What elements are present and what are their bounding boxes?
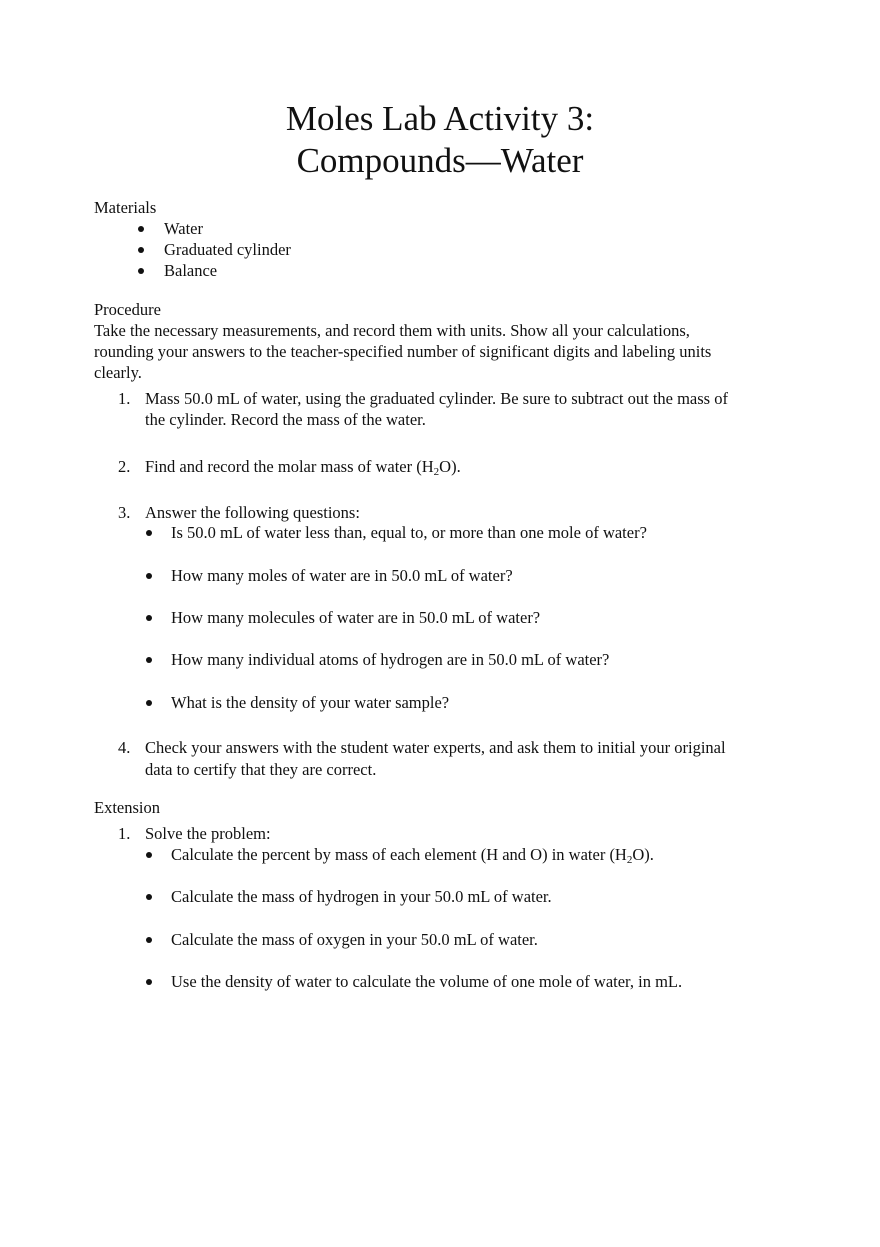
bullet-icon	[146, 530, 152, 536]
step-text: the cylinder. Record the mass of the water.	[145, 410, 426, 429]
materials-item: Water	[164, 219, 203, 238]
title-line-1: Moles Lab Activity 3:	[285, 99, 595, 138]
step-number: 3.	[118, 503, 131, 522]
question-item: What is the density of your water sample?	[171, 693, 450, 712]
bullet-icon	[146, 894, 152, 900]
bullet-icon	[146, 979, 152, 985]
bullet-icon	[146, 657, 152, 663]
step-text: Check your answers with the student water experts, and ask them to initial your original	[145, 738, 726, 757]
step-text: Mass 50.0 mL of water, using the graduated cylinder. Be sure to subtract out the mass of	[145, 389, 728, 408]
extension-item: Calculate the mass of oxygen in your 50.0 mL of water.	[171, 930, 538, 949]
question-item: How many individual atoms of hydrogen are in 50.0 mL of water?	[171, 650, 610, 669]
bullet-icon	[146, 615, 152, 621]
procedure-heading: Procedure	[94, 300, 161, 319]
materials-heading: Materials	[94, 198, 157, 217]
question-item: Is 50.0 mL of water less than, equal to, or more than one mole of water?	[171, 523, 647, 542]
question-item: How many molecules of water are in 50.0 mL of water?	[171, 608, 541, 627]
question-item: How many moles of water are in 50.0 mL of water?	[171, 566, 513, 585]
materials-item: Balance	[164, 261, 218, 280]
extension-item: Calculate the mass of hydrogen in your 50.0 mL of water.	[171, 887, 552, 906]
bullet-icon	[146, 852, 152, 858]
step-text: Answer the following questions:	[145, 503, 360, 522]
step-number: 1.	[118, 824, 131, 843]
bullet-icon	[146, 937, 152, 943]
step-number: 1.	[118, 389, 131, 408]
extension-item: Calculate the percent by mass of each element (H and O) in water $(H_2O)$.	[171, 845, 654, 866]
step-number: 2.	[118, 457, 131, 476]
step-text: Solve the problem:	[145, 824, 271, 843]
extension-item: Use the density of water to calculate the volume of one mole of water, in mL.	[171, 972, 683, 991]
page-title	[0, 98, 880, 182]
procedure-intro-line: Take the necessary measurements, and record them with units. Show all your calculations,	[94, 321, 690, 340]
bullet-icon	[146, 573, 152, 579]
procedure-intro-line: clearly.	[94, 363, 142, 382]
procedure-intro-line: rounding your answers to the teacher-specified number of significant digits and labeling units	[94, 342, 712, 361]
bullet-icon	[138, 268, 144, 274]
step-number: 4.	[118, 738, 131, 757]
extension-heading: Extension	[94, 798, 160, 817]
bullet-icon	[138, 247, 144, 253]
step-text: Find and record the molar mass of water $(H_2O)$.	[145, 457, 461, 478]
step-text: data to certify that they are correct.	[145, 760, 377, 779]
title-line-2: Compounds—Water	[296, 141, 584, 180]
bullet-icon	[138, 226, 144, 232]
bullet-icon	[146, 700, 152, 706]
materials-item: Graduated cylinder	[164, 240, 291, 259]
